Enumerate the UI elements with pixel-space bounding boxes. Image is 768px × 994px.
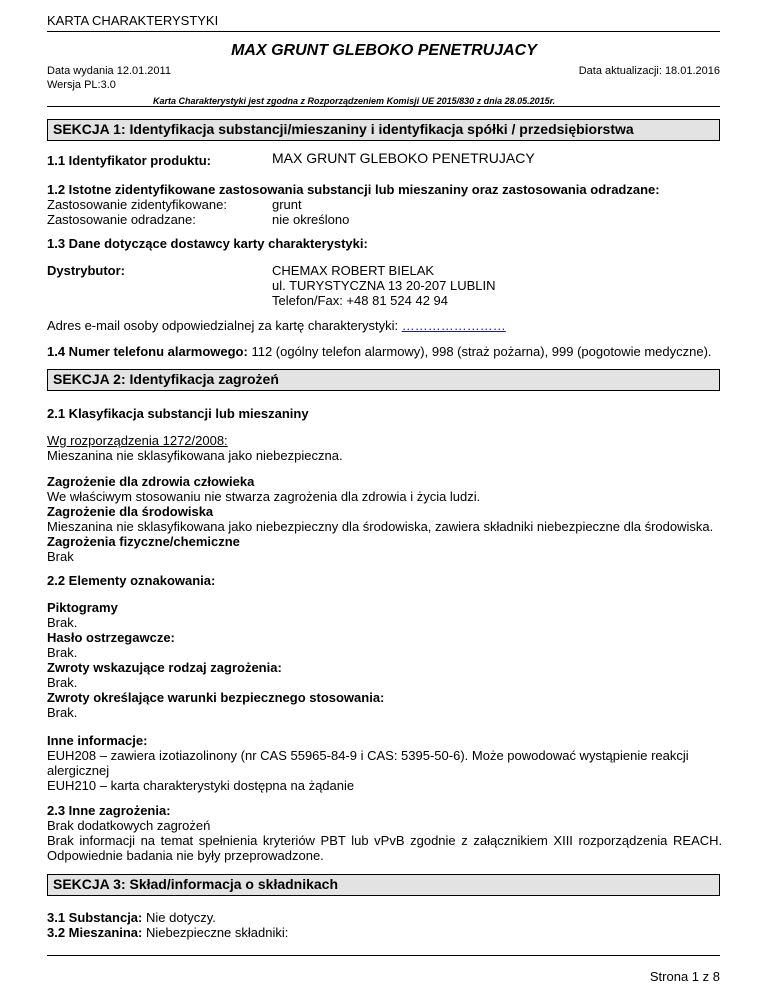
section-2-header [47,369,720,391]
substance-row [47,910,216,925]
signal-word-text: Brak. [47,645,78,660]
environment-hazard-heading: Zagrożenie dla środowiska [47,504,214,519]
emergency-row [47,344,712,359]
other-hazards-heading: 2.3 Inne zagrożenia: [47,803,171,818]
pictograms-text: Brak. [47,615,78,630]
uses-heading: 1.2 Istotne zidentyfikowane zastosowania substancji lub mieszaniny oraz zastosowania odradzane: [47,182,660,197]
emergency-value: 112 (ogólny telefon alarmowy), 998 (straż pożarna), 999 (pogotowie medyczne). [251,344,712,359]
header-bottom-divider [47,106,720,107]
hazard-statements-text: Brak. [47,675,78,690]
product-identifier-value: MAX GRUNT GLEBOKO PENETRUJACY [272,150,535,166]
environment-hazard-text: Mieszanina nie sklasyfikowana jako niebezpieczny dla środowiska, zawiera składniki niebezpieczne dla środowiska. [47,519,714,534]
email-label: Adres e-mail osoby odpowiedzialnej za kartę charakterystyki: [47,318,399,333]
advised-against-label: Zastosowanie odradzane: [47,212,196,227]
section-3-title: SEKCJA 3: Skład/informacja o składnikach [53,876,339,892]
euh208-line-1: EUH208 – zawiera izotiazolinony (nr CAS 55965-84-9 i CAS: 5395-50-6). Może powodować wystąpienie reakcji [47,748,689,763]
substance-value: Nie dotyczy. [146,910,216,925]
page-number: Strona 1 z 8 [649,969,720,984]
section-2-title: SEKCJA 2: Identyfikacja zagrożeń [53,371,279,387]
pictograms-heading: Piktogramy [47,600,118,615]
other-hazards-line-2: Brak informacji na temat spełnienia kryteriów PBT lub vPvB zgodnie z załącznikiem XIII rozporządzenia REACH. [47,833,723,848]
physical-hazard-text: Brak [47,549,74,564]
classification-heading: 2.1 Klasyfikacja substancji lub mieszaniny [47,406,309,421]
distributor-address: ul. TURYSTYCZNA 13 20-207 LUBLIN [272,278,496,293]
precautionary-heading: Zwroty określające warunki bezpiecznego stosowania: [47,690,385,705]
mixture-label: 3.2 Mieszanina: [47,925,143,940]
health-hazard-heading: Zagrożenie dla zdrowia człowieka [47,474,255,489]
identified-use-label: Zastosowanie zidentyfikowane: [47,197,227,212]
mixture-row [47,925,288,940]
section-1-header [47,119,720,141]
supplier-heading: 1.3 Dane dotyczące dostawcy karty charakterystyki: [47,236,368,251]
health-hazard-text: We właściwym stosowaniu nie stwarza zagrożenia dla zdrowia i życia ludzi. [47,489,481,504]
emergency-label: 1.4 Numer telefonu alarmowego: [47,344,248,359]
precautionary-text: Brak. [47,705,78,720]
update-date: Data aktualizacji: 18.01.2016 [578,65,720,77]
footer-divider [47,955,720,956]
regulation-reference: Wg rozporządzenia 1272/2008: [47,433,228,448]
mixture-value: Niebezpieczne składniki: [146,925,289,940]
distributor-label: Dystrybutor: [47,263,126,278]
classification-text: Mieszanina nie sklasyfikowana jako niebezpieczna. [47,448,343,463]
distributor-name: CHEMAX ROBERT BIELAK [272,263,435,278]
advised-against-value: nie określono [272,212,350,227]
email-row [47,318,506,333]
compliance-note: Karta Charakterystyki jest zgodna z Rozporządzeniem Komisji UE 2015/830 z dnia 28.05.2015r. [153,96,556,106]
other-hazards-line-1: Brak dodatkowych zagrożeń [47,818,211,833]
email-placeholder[interactable]: …………………… [401,318,506,333]
euh210-text: EUH210 – karta charakterystyki dostępna na żądanie [47,778,355,793]
version: Wersja PL:3.0 [47,79,116,91]
identified-use-value: grunt [272,197,302,212]
other-hazards-line-3: Odpowiednie badania nie były przeprowadzone. [47,848,324,863]
signal-word-heading: Hasło ostrzegawcze: [47,630,175,645]
hazard-statements-heading: Zwroty wskazujące rodzaj zagrożenia: [47,660,282,675]
distributor-phone: Telefon/Fax: +48 81 524 42 94 [272,293,448,308]
document-type: KARTA CHARAKTERYSTYKI [47,13,219,28]
section-3-header [47,874,720,896]
section-1-title: SEKCJA 1: Identyfikacja substancji/mieszaniny i identyfikacja spółki / przedsiębiorstwa [53,121,634,137]
product-identifier-label: 1.1 Identyfikator produktu: [47,153,211,168]
header-divider [47,31,720,32]
label-elements-heading: 2.2 Elementy oznakowania: [47,573,216,588]
document-title: MAX GRUNT GLEBOKO PENETRUJACY [231,42,537,59]
issue-date: Data wydania 12.01.2011 [47,65,171,77]
euh208-line-2: alergicznej [47,763,110,778]
other-info-heading: Inne informacje: [47,733,148,748]
physical-hazard-heading: Zagrożenia fizyczne/chemiczne [47,534,240,549]
substance-label: 3.1 Substancja: [47,910,143,925]
